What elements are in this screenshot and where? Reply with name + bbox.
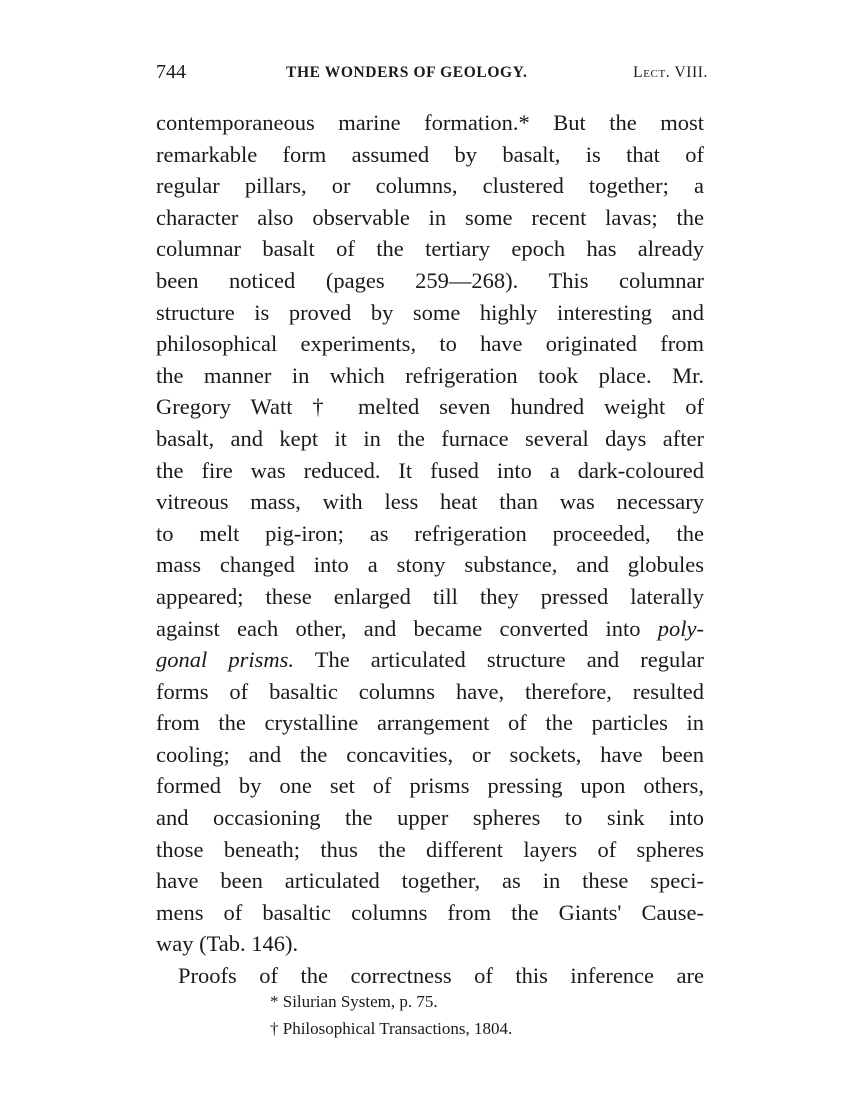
italic-term: poly- [657,615,704,641]
body-text [156,107,704,992]
footnotes [270,988,690,1042]
text-line: basalt, and kept it in the furnace several days after [156,425,704,451]
text-line: forms of basaltic columns have, therefore, resulted [156,678,704,704]
footnote: † Philosophical Transactions, 1804. [270,1019,513,1038]
text-line: been noticed (pages 259—268). This columnar [156,267,704,293]
text-line: have been articulated together, as in these speci- [156,868,704,894]
text-line: columnar basalt of the tertiary epoch has already [156,236,704,262]
text-segment: against each other, and became converted into [156,615,641,641]
text-line: those beneath; thus the different layers of spheres [156,836,704,862]
text-line: Gregory Watt † melted seven hundred weight of [156,394,704,420]
text-line: character also observable in some recent lavas; the [156,204,704,230]
text-line-with-italic [156,644,704,676]
text-line: regular pillars, or columns, clustered together; a [156,173,704,199]
text-line-with-italic [156,613,704,645]
footnote: * Silurian System, p. 75. [270,992,438,1011]
text-line: contemporaneous marine formation.* But the most [156,110,704,135]
text-line: the fire was reduced. It fused into a dark-coloured [156,457,704,483]
lecture-reference: Lect. VIII. [633,64,708,81]
running-header [156,61,708,87]
text-line: mens of basaltic columns from the Giants' Cause- [156,899,704,925]
text-line: appeared; these enlarged till they pressed laterally [156,583,704,609]
text-line: structure is proved by some highly interesting and [156,299,704,325]
text-line: Proofs of the correctness of this inference are [178,963,704,989]
text-line: philosophical experiments, to have originated from [156,331,704,357]
text-line: from the crystalline arrangement of the particles in [156,710,704,736]
page-number: 744 [156,61,186,83]
text-line: formed by one set of prisms pressing upon others, [156,773,704,799]
text-line: cooling; and the concavities, or sockets, have been [156,741,704,767]
text-line: remarkable form assumed by basalt, is that of [156,141,704,167]
text-line: and occasioning the upper spheres to sink into [156,805,704,831]
text-line: the manner in which refrigeration took place. Mr. [156,362,704,388]
text-segment: The articulated structure and regular [314,647,704,673]
italic-term: gonal prisms. [156,647,295,673]
text-line: vitreous mass, with less heat than was necessary [156,489,704,515]
text-line: to melt pig-iron; as refrigeration proceeded, the [156,520,704,546]
text-line: mass changed into a stony substance, and globules [156,552,704,578]
running-title: THE WONDERS OF GEOLOGY. [286,64,528,81]
text-line: way (Tab. 146). [156,931,299,957]
